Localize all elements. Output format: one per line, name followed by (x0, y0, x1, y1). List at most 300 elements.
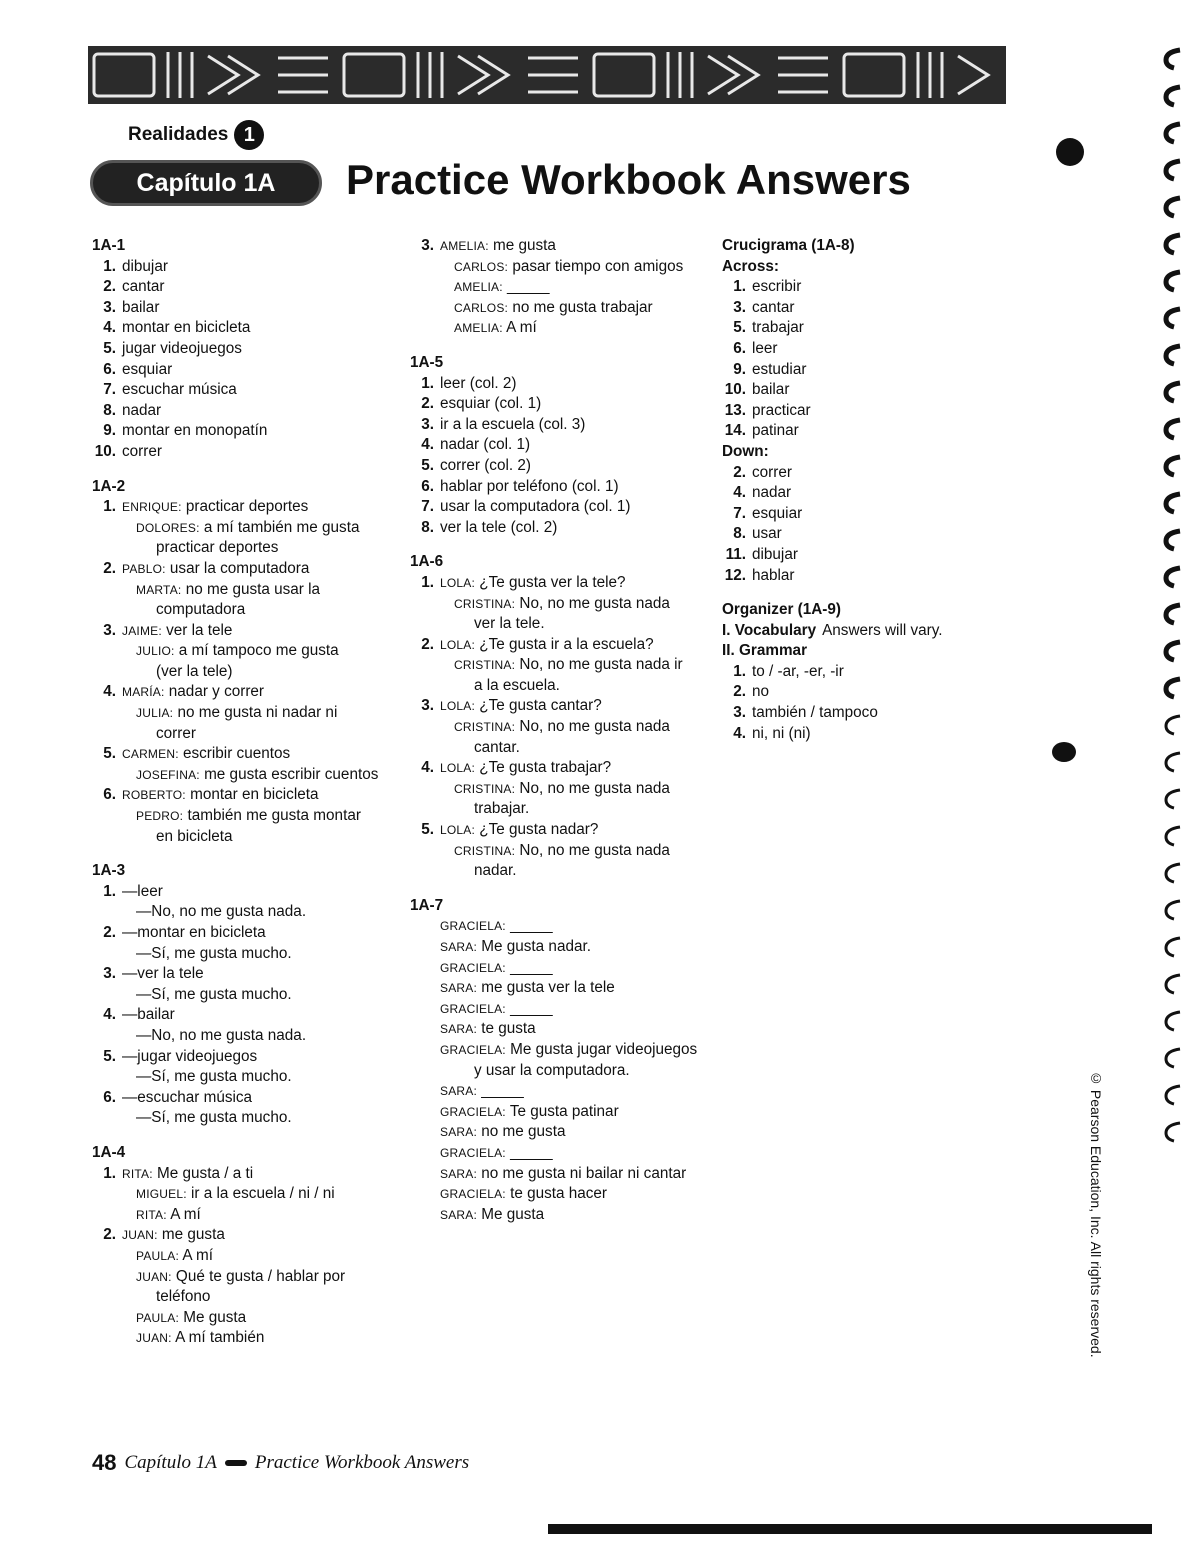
answer-line (410, 861, 710, 882)
answer-line (92, 1026, 392, 1047)
spiral-mark (1166, 1086, 1180, 1104)
spiral-mark (1166, 975, 1180, 993)
series-label (128, 120, 264, 150)
answer-text: ¿Te gusta ver la tele? (479, 573, 626, 591)
spiral-mark (1166, 383, 1180, 401)
item-number (410, 841, 440, 862)
answer-line (92, 1205, 392, 1226)
spiral-mark (1166, 87, 1180, 105)
spiral-mark (1166, 568, 1180, 586)
answer-content (122, 765, 392, 786)
answer-text: practicar (752, 401, 811, 419)
item-number: 3. (733, 298, 746, 316)
answer-content (122, 744, 392, 765)
item-number (92, 600, 122, 621)
answer-line (92, 380, 392, 401)
answer-line (410, 937, 710, 958)
spiral-mark (1166, 901, 1180, 919)
answer-line (92, 600, 392, 621)
answer-line (722, 621, 1022, 642)
answer-line (92, 538, 392, 559)
answer-line (410, 916, 710, 937)
answer-line (722, 662, 1022, 683)
answer-text: leer (752, 339, 778, 357)
answer-content (440, 958, 710, 979)
answer-content (122, 497, 392, 518)
item-number (92, 1267, 122, 1288)
item-number: 1. (421, 573, 434, 591)
answer-content (440, 1143, 710, 1164)
answer-text: te gusta (481, 1020, 536, 1038)
answer-line (410, 958, 710, 979)
answer-line (410, 1019, 710, 1040)
answer-text: _____ (510, 999, 553, 1017)
answer-line (92, 360, 392, 381)
section-heading: 1A-7 (410, 896, 444, 914)
spiral-mark (1166, 346, 1180, 364)
answer-text: —No, no me gusta nada. (136, 1026, 307, 1044)
spiral-mark (1166, 272, 1180, 290)
answer-content (440, 374, 710, 395)
footer-chapter: Capítulo 1A (124, 1452, 217, 1473)
decorative-banner (88, 46, 1006, 104)
answer-text: estudiar (752, 360, 807, 378)
answer-line (722, 703, 1022, 724)
subsection-label: Across: (722, 257, 779, 275)
item-number: 2. (103, 924, 116, 941)
item-number (410, 978, 440, 999)
answer-text: ver la tele (col. 2) (440, 518, 558, 536)
speaker-label: PAULA: (136, 1248, 179, 1263)
item-number (410, 277, 440, 298)
answer-line (92, 1246, 392, 1267)
answer-content (122, 1328, 392, 1349)
answer-content (752, 566, 1022, 587)
answer-text: trabajar. (474, 800, 530, 818)
answer-line (410, 1184, 710, 1205)
answer-line (722, 277, 1022, 298)
subsection-label: Down: (722, 442, 769, 460)
answer-content (122, 298, 392, 319)
answer-content (752, 483, 1022, 504)
answer-line (92, 682, 392, 703)
answer-content (122, 401, 392, 422)
item-number (410, 594, 440, 615)
item-number: 7. (733, 504, 746, 522)
copyright-notice: © Pearson Education, Inc. All rights reserved. (1088, 1070, 1104, 1358)
answer-content (752, 724, 1022, 745)
item-number (92, 724, 122, 745)
item-number (410, 1164, 440, 1185)
answer-line (410, 738, 710, 759)
answer-line (92, 806, 392, 827)
answer-text: esquiar (752, 504, 803, 522)
answer-line (722, 257, 1022, 278)
spiral-mark (1166, 309, 1180, 327)
answer-line (410, 1205, 710, 1226)
answer-content (440, 937, 710, 958)
answer-line (410, 394, 710, 415)
item-number: 2. (103, 1226, 116, 1244)
item-number: 3. (103, 621, 116, 639)
answer-content (440, 655, 710, 676)
item-number: 9. (733, 360, 746, 378)
spiral-mark (1166, 679, 1180, 697)
item-number: 2. (103, 278, 116, 296)
answer-content (440, 717, 710, 738)
answer-text: Me gusta (481, 1205, 545, 1223)
answer-text: —Sí, me gusta mucho. (136, 1109, 292, 1127)
answer-line (722, 682, 1022, 703)
answer-line (410, 717, 710, 738)
answer-content (440, 415, 710, 436)
item-number (92, 1308, 122, 1329)
chapter-badge: Capítulo 1A (90, 160, 322, 206)
answer-text: esquiar (col. 1) (440, 395, 542, 413)
speaker-label: CARLOS: (454, 300, 509, 315)
answer-content (440, 820, 710, 841)
answer-line (92, 1328, 392, 1349)
speaker-label: JOSEFINA: (136, 767, 200, 782)
item-number: 4. (733, 484, 746, 502)
item-number: 5. (421, 821, 434, 839)
answer-line (92, 1267, 392, 1288)
speaker-label: JAIME: (122, 623, 162, 638)
answer-text: —No, no me gusta nada. (136, 903, 307, 921)
answer-text: No, no me gusta nada (519, 594, 670, 612)
item-number (410, 1019, 440, 1040)
item-number: 1. (103, 498, 116, 516)
answer-content (122, 985, 392, 1006)
answer-content (440, 518, 710, 539)
speaker-label: SARA: (440, 1166, 478, 1181)
spiral-mark (1166, 790, 1180, 808)
item-number (410, 999, 440, 1020)
speaker-label: GRACIELA: (440, 1001, 506, 1016)
item-number: 2. (421, 635, 434, 653)
answer-line (92, 257, 392, 278)
answer-line (722, 401, 1022, 422)
answer-content (752, 339, 1022, 360)
answer-line (92, 1047, 392, 1068)
spiral-mark (1166, 716, 1180, 734)
answer-line (722, 524, 1022, 545)
answer-content (440, 635, 710, 656)
answer-content (752, 662, 1022, 683)
item-number: 5. (103, 1047, 116, 1065)
speaker-label: CRISTINA: (454, 781, 516, 796)
answer-text: no me gusta trabajar (512, 298, 653, 316)
answer-text: correr (122, 442, 162, 460)
section-heading: 1A-5 (410, 353, 444, 371)
item-number (92, 944, 122, 965)
section-heading: 1A-4 (92, 1143, 126, 1161)
answer-line (722, 566, 1022, 587)
answer-text: ir a la escuela (col. 3) (440, 415, 586, 433)
answer-text: nadar. (474, 862, 517, 880)
item-number: 6. (103, 360, 116, 378)
speaker-label: GRACIELA: (440, 919, 506, 934)
speaker-label: CRISTINA: (454, 843, 516, 858)
answer-content (752, 504, 1022, 525)
answer-text: No, no me gusta nada (519, 779, 670, 797)
answer-line (410, 236, 710, 257)
answer-line (92, 964, 392, 985)
answer-text: montar en monopatín (122, 422, 268, 440)
answer-line (92, 1164, 392, 1185)
answer-text: (ver la tele) (156, 662, 233, 680)
answer-content (122, 1005, 392, 1026)
answer-line (410, 841, 710, 862)
answer-text: ni, ni (ni) (752, 724, 811, 742)
answer-content (440, 1040, 710, 1061)
ink-mark (1052, 742, 1076, 762)
answer-content (752, 380, 1022, 401)
answer-line (92, 827, 392, 848)
item-number (410, 1122, 440, 1143)
answer-content (122, 827, 392, 848)
item-number (410, 298, 440, 319)
answer-text: A mí (506, 319, 537, 337)
item-number: 3. (421, 237, 434, 254)
speaker-label: JULIA: (136, 706, 174, 721)
answer-line (410, 518, 710, 539)
item-number: 5. (103, 339, 116, 357)
item-number: 2. (733, 683, 746, 701)
speaker-label: GRACIELA: (440, 1042, 506, 1057)
answer-text: to / -ar, -er, -ir (752, 662, 844, 680)
item-number: 4. (103, 1006, 116, 1024)
item-number (410, 1040, 440, 1061)
speaker-label: JUAN: (136, 1331, 172, 1346)
answer-line (410, 298, 710, 319)
item-number (92, 641, 122, 662)
spiral-mark (1166, 420, 1180, 438)
item-number: 2. (733, 463, 746, 481)
spiral-mark (1166, 753, 1180, 771)
item-number: 4. (103, 683, 116, 701)
answer-content (122, 1308, 392, 1329)
item-number (410, 1143, 440, 1164)
item-number: 12. (724, 566, 746, 584)
answer-line (410, 820, 710, 841)
answer-content (752, 545, 1022, 566)
answer-text: no me gusta usar la (185, 580, 321, 598)
answer-content (122, 257, 392, 278)
item-number: 8. (421, 518, 434, 536)
answer-text: me gusta ver la tele (481, 979, 615, 997)
speaker-label: SARA: (440, 1207, 478, 1222)
speaker-label: PEDRO: (136, 809, 184, 824)
answer-text: —ver la tele (122, 965, 204, 983)
item-number: 5. (733, 319, 746, 337)
answer-line (410, 1164, 710, 1185)
answer-content (122, 923, 392, 944)
speaker-label: JUAN: (122, 1228, 158, 1243)
answer-line (92, 923, 392, 944)
answer-content (440, 573, 710, 594)
answer-text: A mí también (175, 1329, 265, 1347)
answer-text: teléfono (156, 1288, 211, 1306)
answer-line (410, 779, 710, 800)
answer-text: montar en bicicleta (190, 786, 319, 804)
answer-text: Te gusta patinar (509, 1102, 619, 1120)
answer-text: A mí (170, 1205, 201, 1223)
answer-text: _____ (507, 278, 550, 296)
item-number: 4. (421, 759, 434, 777)
item-number (410, 799, 440, 820)
answer-line (92, 724, 392, 745)
spiral-mark (1166, 1123, 1180, 1141)
answer-content (752, 360, 1022, 381)
answer-content (122, 621, 392, 642)
answer-text: te gusta hacer (510, 1185, 608, 1203)
answer-line (92, 882, 392, 903)
answer-line (92, 339, 392, 360)
item-number: 3. (103, 298, 116, 316)
answer-content (752, 703, 1022, 724)
answer-content (752, 421, 1022, 442)
answer-text: usar la computadora (169, 559, 310, 577)
speaker-label: LOLA: (440, 823, 476, 838)
item-number: 9. (103, 422, 116, 440)
item-number: 7. (103, 381, 116, 399)
answer-line (92, 1225, 392, 1246)
answer-content (122, 1067, 392, 1088)
answer-line (722, 641, 1022, 662)
answer-content (122, 1225, 392, 1246)
section-heading: 1A-2 (92, 477, 126, 495)
answer-text: también me gusta montar (187, 807, 361, 825)
answer-text: cantar (122, 278, 165, 296)
item-number (410, 655, 440, 676)
answer-line (92, 559, 392, 580)
item-number: 8. (733, 525, 746, 543)
spiral-mark (1166, 1049, 1180, 1067)
answer-line (410, 758, 710, 779)
item-number: 6. (733, 339, 746, 357)
answer-text: cantar (752, 298, 795, 316)
item-number: 3. (421, 697, 434, 715)
answer-content (122, 1164, 392, 1185)
answer-line (410, 456, 710, 477)
answer-line (92, 580, 392, 601)
answer-content (122, 360, 392, 381)
answer-content (440, 257, 710, 278)
answer-text: escuchar música (122, 381, 237, 399)
item-number (92, 827, 122, 848)
item-number: 10. (94, 442, 116, 460)
answers-column-2 (410, 236, 710, 1225)
item-number: 6. (103, 1088, 116, 1106)
answer-content (440, 758, 710, 779)
answer-text: dibujar (122, 257, 168, 275)
answer-content (122, 559, 392, 580)
item-number: 1. (733, 278, 746, 296)
answer-text: ¿Te gusta trabajar? (479, 759, 612, 777)
answer-line (722, 724, 1022, 745)
answer-text: No, no me gusta nada ir (519, 656, 683, 674)
answer-text: me gusta (161, 1226, 225, 1244)
item-number (92, 985, 122, 1006)
answer-line (410, 978, 710, 999)
item-number (92, 538, 122, 559)
speaker-label: ENRIQUE: (122, 500, 182, 515)
item-number (92, 518, 122, 539)
item-number: 4. (421, 436, 434, 454)
answer-text: en bicicleta (156, 827, 233, 845)
answer-content (440, 594, 710, 615)
answer-text: Me gusta / a ti (157, 1164, 254, 1182)
answer-line (410, 1040, 710, 1061)
answer-text: esquiar (122, 360, 173, 378)
answer-content (122, 1184, 392, 1205)
answer-line (92, 944, 392, 965)
answer-text: practicar deportes (185, 498, 309, 516)
speaker-label: SARA: (440, 940, 478, 954)
answer-text: trabajar (752, 319, 804, 337)
answers-column-1 (92, 236, 392, 1349)
answer-text: _____ (481, 1082, 524, 1100)
item-number: 10. (724, 381, 746, 399)
answer-text: bailar (752, 381, 790, 399)
answer-line (722, 463, 1022, 484)
item-number: 5. (421, 456, 434, 474)
speaker-label: PAULA: (136, 1310, 179, 1325)
answer-content (122, 882, 392, 903)
answer-content (122, 277, 392, 298)
speaker-label: LOLA: (440, 699, 476, 714)
item-number (410, 717, 440, 738)
speaker-label: GRACIELA: (440, 1104, 506, 1119)
answer-text: computadora (156, 601, 246, 619)
answer-line (92, 1308, 392, 1329)
answer-text: Me gusta (183, 1308, 247, 1326)
item-number (410, 1184, 440, 1205)
answer-content (440, 236, 710, 257)
answer-text: usar la computadora (col. 1) (440, 498, 631, 516)
answer-content (440, 1019, 710, 1040)
answer-content (440, 978, 710, 999)
answer-line (410, 497, 710, 518)
spiral-mark (1166, 50, 1180, 68)
speaker-label: RITA: (122, 1166, 153, 1181)
spiral-mark (1166, 198, 1180, 216)
item-number: 7. (421, 498, 434, 516)
speaker-label: CARMEN: (122, 747, 179, 762)
answer-line (92, 1088, 392, 1109)
answer-content (122, 1246, 392, 1267)
answer-line (92, 298, 392, 319)
answer-content (122, 339, 392, 360)
item-number: 4. (733, 724, 746, 742)
subsection-label: I. Vocabulary (722, 621, 817, 639)
answer-content (122, 1026, 392, 1047)
item-number (410, 1081, 440, 1102)
answer-text: ver la tele. (474, 615, 545, 633)
item-number (410, 1061, 440, 1082)
answer-content (122, 682, 392, 703)
answer-text: y usar la computadora. (474, 1061, 630, 1079)
answer-text: usar (752, 525, 782, 543)
speaker-label: CRISTINA: (454, 596, 516, 611)
answer-line (92, 421, 392, 442)
item-number: 1. (103, 1164, 116, 1182)
speaker-label: AMELIA: (454, 321, 503, 336)
section-heading: Crucigrama (1A-8) (722, 237, 855, 254)
item-number (92, 1328, 122, 1349)
answer-content (122, 1108, 392, 1129)
